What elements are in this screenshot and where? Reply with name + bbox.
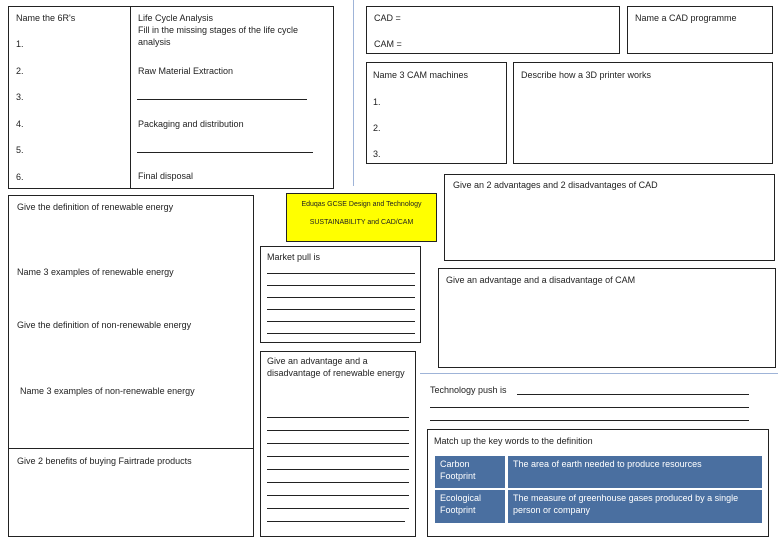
renewable-adv-line-2[interactable] <box>267 430 409 431</box>
six-rs-item-1: 1. <box>16 39 24 49</box>
renewable-adv-line-3[interactable] <box>267 443 409 444</box>
cad-advantages-title: Give an 2 advantages and 2 disadvantages of CAD <box>453 180 658 190</box>
renewable-adv-line-9[interactable] <box>267 521 405 522</box>
match-definition-area[interactable] <box>508 456 762 488</box>
cad-programme-title: Name a CAD programme <box>635 13 737 23</box>
market-pull-line-2[interactable] <box>267 285 415 286</box>
six-rs-item-3: 3. <box>16 92 24 102</box>
six-rs-item-6: 6. <box>16 172 24 182</box>
match-term-carbon[interactable] <box>435 456 505 488</box>
non-renewable-examples-prompt: Name 3 examples of non-renewable energy <box>20 386 195 396</box>
life-cycle-blank-1[interactable] <box>137 99 307 100</box>
tech-push-line-3[interactable] <box>430 420 749 421</box>
renewable-adv-line-8[interactable] <box>267 508 409 509</box>
tech-push-line-1[interactable] <box>517 394 749 395</box>
banner-topic: SUSTAINABILITY and CAD/CAM <box>309 219 414 226</box>
life-cycle-stage-disposal: Final disposal <box>138 171 194 181</box>
fairtrade-prompt: Give 2 benefits of buying Fairtrade products <box>17 456 192 466</box>
technology-push-title: Technology push is <box>430 385 507 395</box>
market-pull-line-3[interactable] <box>267 297 415 298</box>
match-title: Match up the key words to the definition <box>434 436 593 446</box>
life-cycle-blank-2[interactable] <box>137 152 313 153</box>
cam-machine-2: 2. <box>373 123 381 133</box>
six-rs-title: Name the 6R's <box>16 13 76 23</box>
renewable-adv-line-5[interactable] <box>267 469 409 470</box>
match-definition-greenhouse[interactable] <box>508 490 762 523</box>
cam-advantage-title: Give an advantage and a disadvantage of CAM <box>446 275 636 285</box>
market-pull-line-4[interactable] <box>267 309 415 310</box>
fairtrade-divider <box>8 448 254 449</box>
cad-cam-box <box>366 6 620 54</box>
banner-subject: Eduqas GCSE Design and Technology <box>301 201 422 208</box>
cam-machine-1: 1. <box>373 97 381 107</box>
match-definition-greenhouse-text: The measure of greenhouse gases produced by a single person or company <box>513 493 739 515</box>
guide-line-horizontal <box>420 373 778 374</box>
printer-3d-title: Describe how a 3D printer works <box>521 70 652 80</box>
renewable-adv-line-4[interactable] <box>267 456 409 457</box>
six-rs-divider <box>130 6 131 189</box>
renewable-adv-line-7[interactable] <box>267 495 409 496</box>
renewable-adv-line-6[interactable] <box>267 482 409 483</box>
renewable-examples-prompt: Name 3 examples of renewable energy <box>17 267 174 277</box>
life-cycle-stage-packaging: Packaging and distribution <box>138 119 244 129</box>
match-definition-area-text: The area of earth needed to produce resources <box>513 459 702 469</box>
renewable-adv-line-1[interactable] <box>267 417 409 418</box>
renewable-definition-prompt: Give the definition of renewable energy <box>17 202 174 212</box>
market-pull-line-5[interactable] <box>267 321 415 322</box>
non-renewable-definition-prompt: Give the definition of non-renewable energy <box>17 320 192 330</box>
cam-machines-title: Name 3 CAM machines <box>373 70 469 80</box>
guide-line-vertical <box>353 0 354 186</box>
tech-push-line-2[interactable] <box>430 407 749 408</box>
match-term-ecological-text: Ecological Footprint <box>440 493 482 515</box>
life-cycle-instruction: Fill in the missing stages of the life cycle analysis <box>138 25 299 47</box>
market-pull-title: Market pull is <box>267 252 321 262</box>
renewable-advantage-title: Give an advantage and a disadvantage of renewable energy <box>267 356 405 378</box>
cam-machine-3: 3. <box>373 149 381 159</box>
six-rs-item-4: 4. <box>16 119 24 129</box>
match-term-carbon-text: Carbon Footprint <box>440 459 476 481</box>
six-rs-item-2: 2. <box>16 66 24 76</box>
market-pull-line-6[interactable] <box>267 333 415 334</box>
life-cycle-title: Life Cycle Analysis <box>138 13 214 23</box>
cam-label: CAM = <box>374 39 402 49</box>
cad-label: CAD = <box>374 13 401 23</box>
match-term-ecological[interactable] <box>435 490 505 523</box>
life-cycle-stage-raw: Raw Material Extraction <box>138 66 234 76</box>
six-rs-item-5: 5. <box>16 145 24 155</box>
renewable-box <box>8 195 254 537</box>
market-pull-line-1[interactable] <box>267 273 415 274</box>
